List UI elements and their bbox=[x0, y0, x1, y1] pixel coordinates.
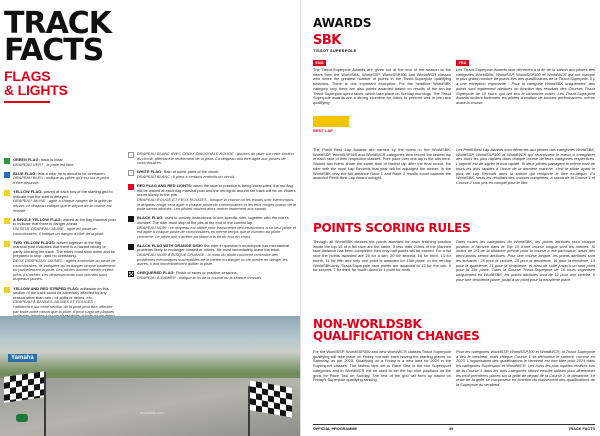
flag-text-fr: DRAPEAU À BANDES JAUNES ET ROUGES : l'adhérence sur cette section de la piste peut être affectée par toute autre raison que la pluie. Il peut s'agir de plaques bbox=[13, 299, 115, 314]
flag-text-en bbox=[137, 183, 296, 197]
subtitle-line-2: & LIGHTS bbox=[4, 82, 68, 98]
photo-banner: Yamaha bbox=[8, 354, 37, 362]
flag-text-fr: DRAPEAU VERT : la piste est libre. bbox=[13, 161, 75, 167]
flag-text-en bbox=[13, 286, 109, 300]
footer-right: TRACK FACTS bbox=[568, 427, 595, 431]
flag-name: BLACK FLAG WITH ORANGE DISK: bbox=[137, 242, 204, 248]
flag-name: BLACK FLAG: bbox=[137, 215, 164, 221]
flag-meaning-en: used to convey instructions to one specific rider, together with the rider's number. The rider must stop at the pits at the end of the current lap. bbox=[137, 215, 289, 225]
flag-description bbox=[137, 216, 296, 239]
pirelli-logo bbox=[313, 116, 349, 134]
flag-item bbox=[4, 218, 116, 236]
flag-description bbox=[137, 184, 296, 212]
points-title: POINTS SCORING RULES bbox=[313, 221, 471, 235]
flag-meaning-en: Finish of races or practice sessions. bbox=[174, 270, 238, 276]
flag-item bbox=[128, 216, 296, 239]
flag-name: RED FLAG AND RED LIGHTS: bbox=[137, 183, 193, 189]
nonq-text-en: For the WorldSSP, WorldSSP300 and new WorldWCR classes Tissot Superpole qualifying will take place on Friday, but with each having the starting places on Saturday, as per 2023. Qualifying on a Friday is a new idea for 2024 in the Supersport classes. The fastest laps set in Race One in the two Supersport categories and in WorldWCR will be used to set the top nine positions on the grids for Race Two on Sunday. The rest of the grid will form up based on Friday's Superpole qualifying ranking. bbox=[313, 349, 451, 383]
flag-pole-left bbox=[44, 372, 46, 436]
track-photo bbox=[0, 316, 300, 436]
tissot-text-fr: Les Tissot-Superpole Awards sont décernés à la fin de la saison aux pilotes des catégories WorldSBK, WorldSSP, WorldSSP300 et WorldWCR qui ont marqué le plus grand nombre de points lors des qualifications de la Tissot-Superpole. Il y a une exception importante : Pour la catégorie WorldSBK uniquement, des points sont également attribués en fonction des résultats des Courses Tissot Superpole de 10 tours, qui ont lieu le dimanche matin. Les Tissot-Superpole Awards incitent fortement les pilotes à réaliser de bonnes performances, même avant la course. bbox=[456, 67, 595, 105]
flag-description bbox=[13, 218, 116, 236]
tissot-text-en: The Tissot-Superpole Awards are given out at the end of the season to the riders from the WorldSBK, WorldSSP, WorldSSP300 and WorldWCR classes who score the greatest number of points in the Tissot-Superpole qualifying sessions. There is one important exception: For the headline WorldSBK category only there are also points awarded based on results of the ten-lap Tissot Superpole sprint races, which take place on Sunday mornings. The Tissot Superpole awards are a strong incentive for riders to perform well in pre-race qualifying. bbox=[313, 67, 451, 105]
flag-description bbox=[13, 158, 75, 167]
flag-name: WHITE FLAG: bbox=[137, 169, 163, 175]
flag-description bbox=[137, 152, 296, 166]
pirelli-mark-icon bbox=[313, 116, 349, 127]
tissot-superpole-logo bbox=[313, 33, 357, 57]
flag-meaning-en: waved together at the flag marshal post indicates that there is a hazard wholly or partly blocking the track. The riders must slow down and be prepared to stop - and no overtaking. bbox=[13, 239, 116, 259]
motorcycle-icon bbox=[16, 414, 28, 422]
flag-text-fr: DRAPEAU BLEU : indique au pilote qu'il est sur le point d'être dépassé. bbox=[13, 175, 109, 185]
flag-meaning-en: when the race or practice is being interrupted, the red flag will be waved at each flag marshal post and the red lights around the track will be on. Riders return slowly to the pits. bbox=[137, 183, 296, 198]
flag-swatch-icon bbox=[4, 218, 10, 224]
nonq-title-line-1: NON-WORLDSBK bbox=[313, 317, 422, 331]
points-text-en: Through all WorldSBK classes the points awarded for each finishing position inside the top 15 of a full race are the same. If less than 2/3rds of the planned race distance has been completed then only half points will be earned. For a full race the points awarded are 25 for a win, 20 for second, 16 for third, 13 for fourth, 11 for fifth and only one point is awarded for 15th place. In the ten-lap WorldSBK-only Tissot-Superpole race points are awarded to 12 for the win, 9 for second, 7 for third, for fourth down to 1 point for ninth. bbox=[313, 239, 451, 273]
pirelli-text-fr: Les Pirelli Best Lap Awards sont décernés aux pilotes des catégories WorldSBK, WorldSSP, WorldSSP300 et WorldWCR qui réussissent le mieux à enregistrer des tours les plus rapides dans chaque course de leurs catégories respectives. L'objectif est de signer le tour rapide. Si deux pilotes partagent le même total de tours les plus rapides à l'issue de la dernière manche, c'est le pilote ayant le plus de Lap Records dans la saison qui remporte le titre ex-aequo. En WorldSBK, seuls les résultats des courses complètes, à savoir de la Course 1 et Course 2 sont pris en compte pour le titre. bbox=[456, 147, 595, 185]
flag-swatch-icon bbox=[128, 152, 134, 158]
page-title bbox=[4, 6, 112, 68]
flag-swatch-icon bbox=[128, 244, 134, 250]
flags-column-right bbox=[128, 152, 296, 285]
flag-description bbox=[13, 172, 116, 186]
flag-swatch-icon bbox=[128, 184, 134, 190]
flag-item bbox=[4, 241, 116, 282]
flag-text-en bbox=[13, 217, 116, 227]
flag-meaning-en: adhesion on this section of the track could be adversely affected by any reason other than rain - oil spills or debris, etc. bbox=[13, 285, 109, 300]
flag-text-fr: DRAPEAU BLANC : il pleut à certains endroits du circuit. bbox=[137, 173, 235, 179]
flag-text-fr: DRAPEAU NOIR : ce drapeau est utilisé pour transmettre des instructions à un seul pilote et est agité à chaque poste de commissaires en même temps que le numéro du pilote concerné. Le pilote doit s'arrêter au stand à la fin du tour en cours. bbox=[137, 224, 296, 239]
flag-description bbox=[137, 170, 235, 179]
flag-text-en bbox=[137, 243, 289, 253]
points-text-fr: Dans toutes les catégories du WorldSBK, les points attribués pour chaque position à l'arrivée dans le Top 15 d'une course longue sont les mêmes. Si moins de 2/3 de la distance prévue pour la course a été parcourue, seuls des demi-points seront attribués. Pour une course longue, les points attribués sont les suivants : 25 pour la victoire, 20 pour la deuxième, 16 pour la troisième, 13 pour la quatrième, 11 pour la cinquième, et ainsi de suite jusqu'à un seul point pour la 15e place. Dans la Course Tissot-Superpole de 10 tours organisée uniquement en WorldSBK, les points attribués sont de 12 pour une victoire, 9 pour une deuxième place, jusqu'à un point pour la neuvième place. bbox=[456, 239, 595, 282]
flag-item bbox=[4, 190, 116, 213]
flag-swatch-icon bbox=[4, 241, 10, 247]
flag-description bbox=[13, 190, 116, 213]
nonq-text-fr: Pour les catégories WorldSSP, WorldSSP300 et WorldWCR, la Tissot Superpole a lieu le vendredi, mais chaque Course 1 se déroulera le samedi, comme en 2023. L'organisation des qualifications le vendredi est une idée pour 2024 dans les catégories Supersport et WorldWCR. Les tours les plus rapides réalisés lors de la Course 1 dans les trois catégories seront ensuite utilisés pour déterminer les neuf premières places sur la grille de départ de la Course 2, le dimanche. Le reste de la grille se composera en fonction du classement des qualifications de la Superpole du vendredi. bbox=[456, 349, 595, 387]
flag-name: CHEQUERED FLAG: bbox=[137, 270, 175, 276]
title-line-2: FACTS bbox=[4, 33, 104, 68]
flag-text-fr: DEUX DRAPEAUX JAUNES : agités ensemble au poste de commissaires, ils indiquent qu'un danger bloque totalement ou partiellement la piste. Les pilotes doivent ralentir et être prêts à s'arrêter. Les dépassements sont interdits sous drapeaux jaunes. bbox=[13, 258, 116, 282]
flag-text-fr: DRAPEAU BLANC AVEC CROIX DIAGONALE ROUGE : gouttes de pluie sur cette section du circuit, affectant le revêtement de la piste. Ce drapeau doit être agité aux postes de commissaires. bbox=[137, 151, 294, 166]
flag-meaning-en: the rider in question's motorcycle has mechanical problems likely to endanger himself or others. He must immediately leave the track. bbox=[137, 242, 290, 253]
flag-text-en bbox=[137, 215, 289, 225]
flag-swatch-icon bbox=[4, 172, 10, 178]
flag-description bbox=[137, 244, 296, 267]
flag-item bbox=[4, 158, 116, 167]
flag-name: BLUE FLAG: bbox=[13, 170, 37, 176]
nonq-title-line-2: QUALIFICATION CHANGES bbox=[313, 329, 480, 343]
lang-badge-en: ENG bbox=[313, 60, 326, 66]
lang-badge-fr: FRA bbox=[456, 60, 469, 66]
title-line-1: TRACK bbox=[4, 6, 112, 41]
flag-swatch-icon bbox=[4, 190, 10, 196]
flag-meaning-en: Rain at some parts of the circuit. bbox=[162, 169, 220, 175]
flag-item bbox=[128, 271, 296, 280]
flag-item bbox=[4, 172, 116, 186]
subtitle-line-1: FLAGS bbox=[4, 68, 51, 84]
footer-left: OFFICIAL PROGRAMME bbox=[313, 427, 358, 431]
flag-name: GREEN FLAG: bbox=[13, 157, 40, 162]
subtitle-underline bbox=[4, 101, 50, 103]
flag-swatch-icon bbox=[4, 287, 10, 293]
flag-text-fr: DRAPEAU NOIR À DISQUE ORANGE : la moto du pilote concerné rencontre des problèmes mécaniques susceptibles de le mettre en danger ou de mettre en danger les autres, il doit immédiatement quitter la piste. bbox=[137, 252, 288, 267]
flag-text-fr: UN SEUL DRAPEAU JAUNE : agité au poste de commissaires, il indique un danger à côté de la piste. bbox=[13, 225, 105, 236]
flag-item bbox=[128, 244, 296, 267]
flag-text-en bbox=[13, 189, 113, 199]
sbk-logo-text: SBK bbox=[313, 33, 341, 48]
flag-meaning-en: waved at the flag marshal post to indicate that there is danger ahead. bbox=[13, 216, 116, 227]
flag-name: YELLOW AND RED STRIPED FLAG: bbox=[13, 285, 80, 291]
nonq-title bbox=[313, 318, 479, 342]
flag-meaning-en: tells a rider he is about to be overtaken. bbox=[36, 170, 106, 176]
pirelli-text-en: The Pirelli Best Lap Awards are earned by the riders in the WorldSBK, WorldSSP, WorldSSP300 and WorldWCR categories who record the fastest lap in each race of their respective classes. Pure pace over one lap is the aim here. Should two riders share the same time of fastest lap after the final round, the rider with the most Lap Records that year will be adjudged the winner. In the WorldSBK only the full distance Race 1 and Race 2 results count towards the awarded Pirelli Best Lap Award outright. bbox=[313, 147, 451, 181]
flag-item bbox=[128, 152, 296, 166]
pirelli-best-lap-label: BEST LAP bbox=[313, 128, 333, 133]
flag-item bbox=[128, 184, 296, 212]
flag-swatch-icon bbox=[128, 170, 134, 176]
photo-watermark: worldsbk.com bbox=[140, 410, 165, 415]
flag-name: TWO YELLOW FLAGS: bbox=[13, 239, 56, 245]
flag-name: YELLOW FLAG: bbox=[13, 189, 43, 195]
awards-title: AWARDS bbox=[313, 16, 372, 30]
page-footer bbox=[313, 424, 595, 432]
page-number: 39 bbox=[449, 427, 454, 431]
flag-description bbox=[13, 241, 116, 282]
flag-swatch-icon bbox=[4, 158, 10, 164]
flag-text-fr: DRAPEAU JAUNE : agité à chaque rangée de la grille de départ, ce drapeau indique que le départ de la course est retardé. bbox=[13, 198, 112, 213]
flag-text-fr: DRAPEAU À DAMIER : indique la fin de la course ou la séance d'essais. bbox=[137, 275, 263, 281]
flag-name: A SINGLE YELLOW FLAG: bbox=[13, 216, 62, 222]
flag-item bbox=[128, 170, 296, 179]
section-subtitle bbox=[4, 69, 68, 97]
flag-text-en bbox=[13, 240, 115, 259]
flag-swatch-icon bbox=[128, 216, 134, 222]
flag-text-fr: DRAPEAU ROUGE ET FEUX ROUGES : lorsque la course ou les essais sont interrompus, le drapeau rouge sera agité à chaque poste de commissaires et les feux rouges autour de la piste seront allumés. Les pilotes doivent alors rentrer lentement aux stands. bbox=[137, 196, 296, 212]
flag-description bbox=[137, 271, 262, 280]
flag-swatch-icon bbox=[128, 271, 134, 277]
sbk-logo-sub: TISSOT SUPERPOLE bbox=[313, 48, 357, 53]
flag-meaning-en: track is clear. bbox=[39, 157, 64, 162]
flag-meaning-en: waved at each row of the starting grid to indicate that the start is delayed. bbox=[13, 189, 113, 199]
